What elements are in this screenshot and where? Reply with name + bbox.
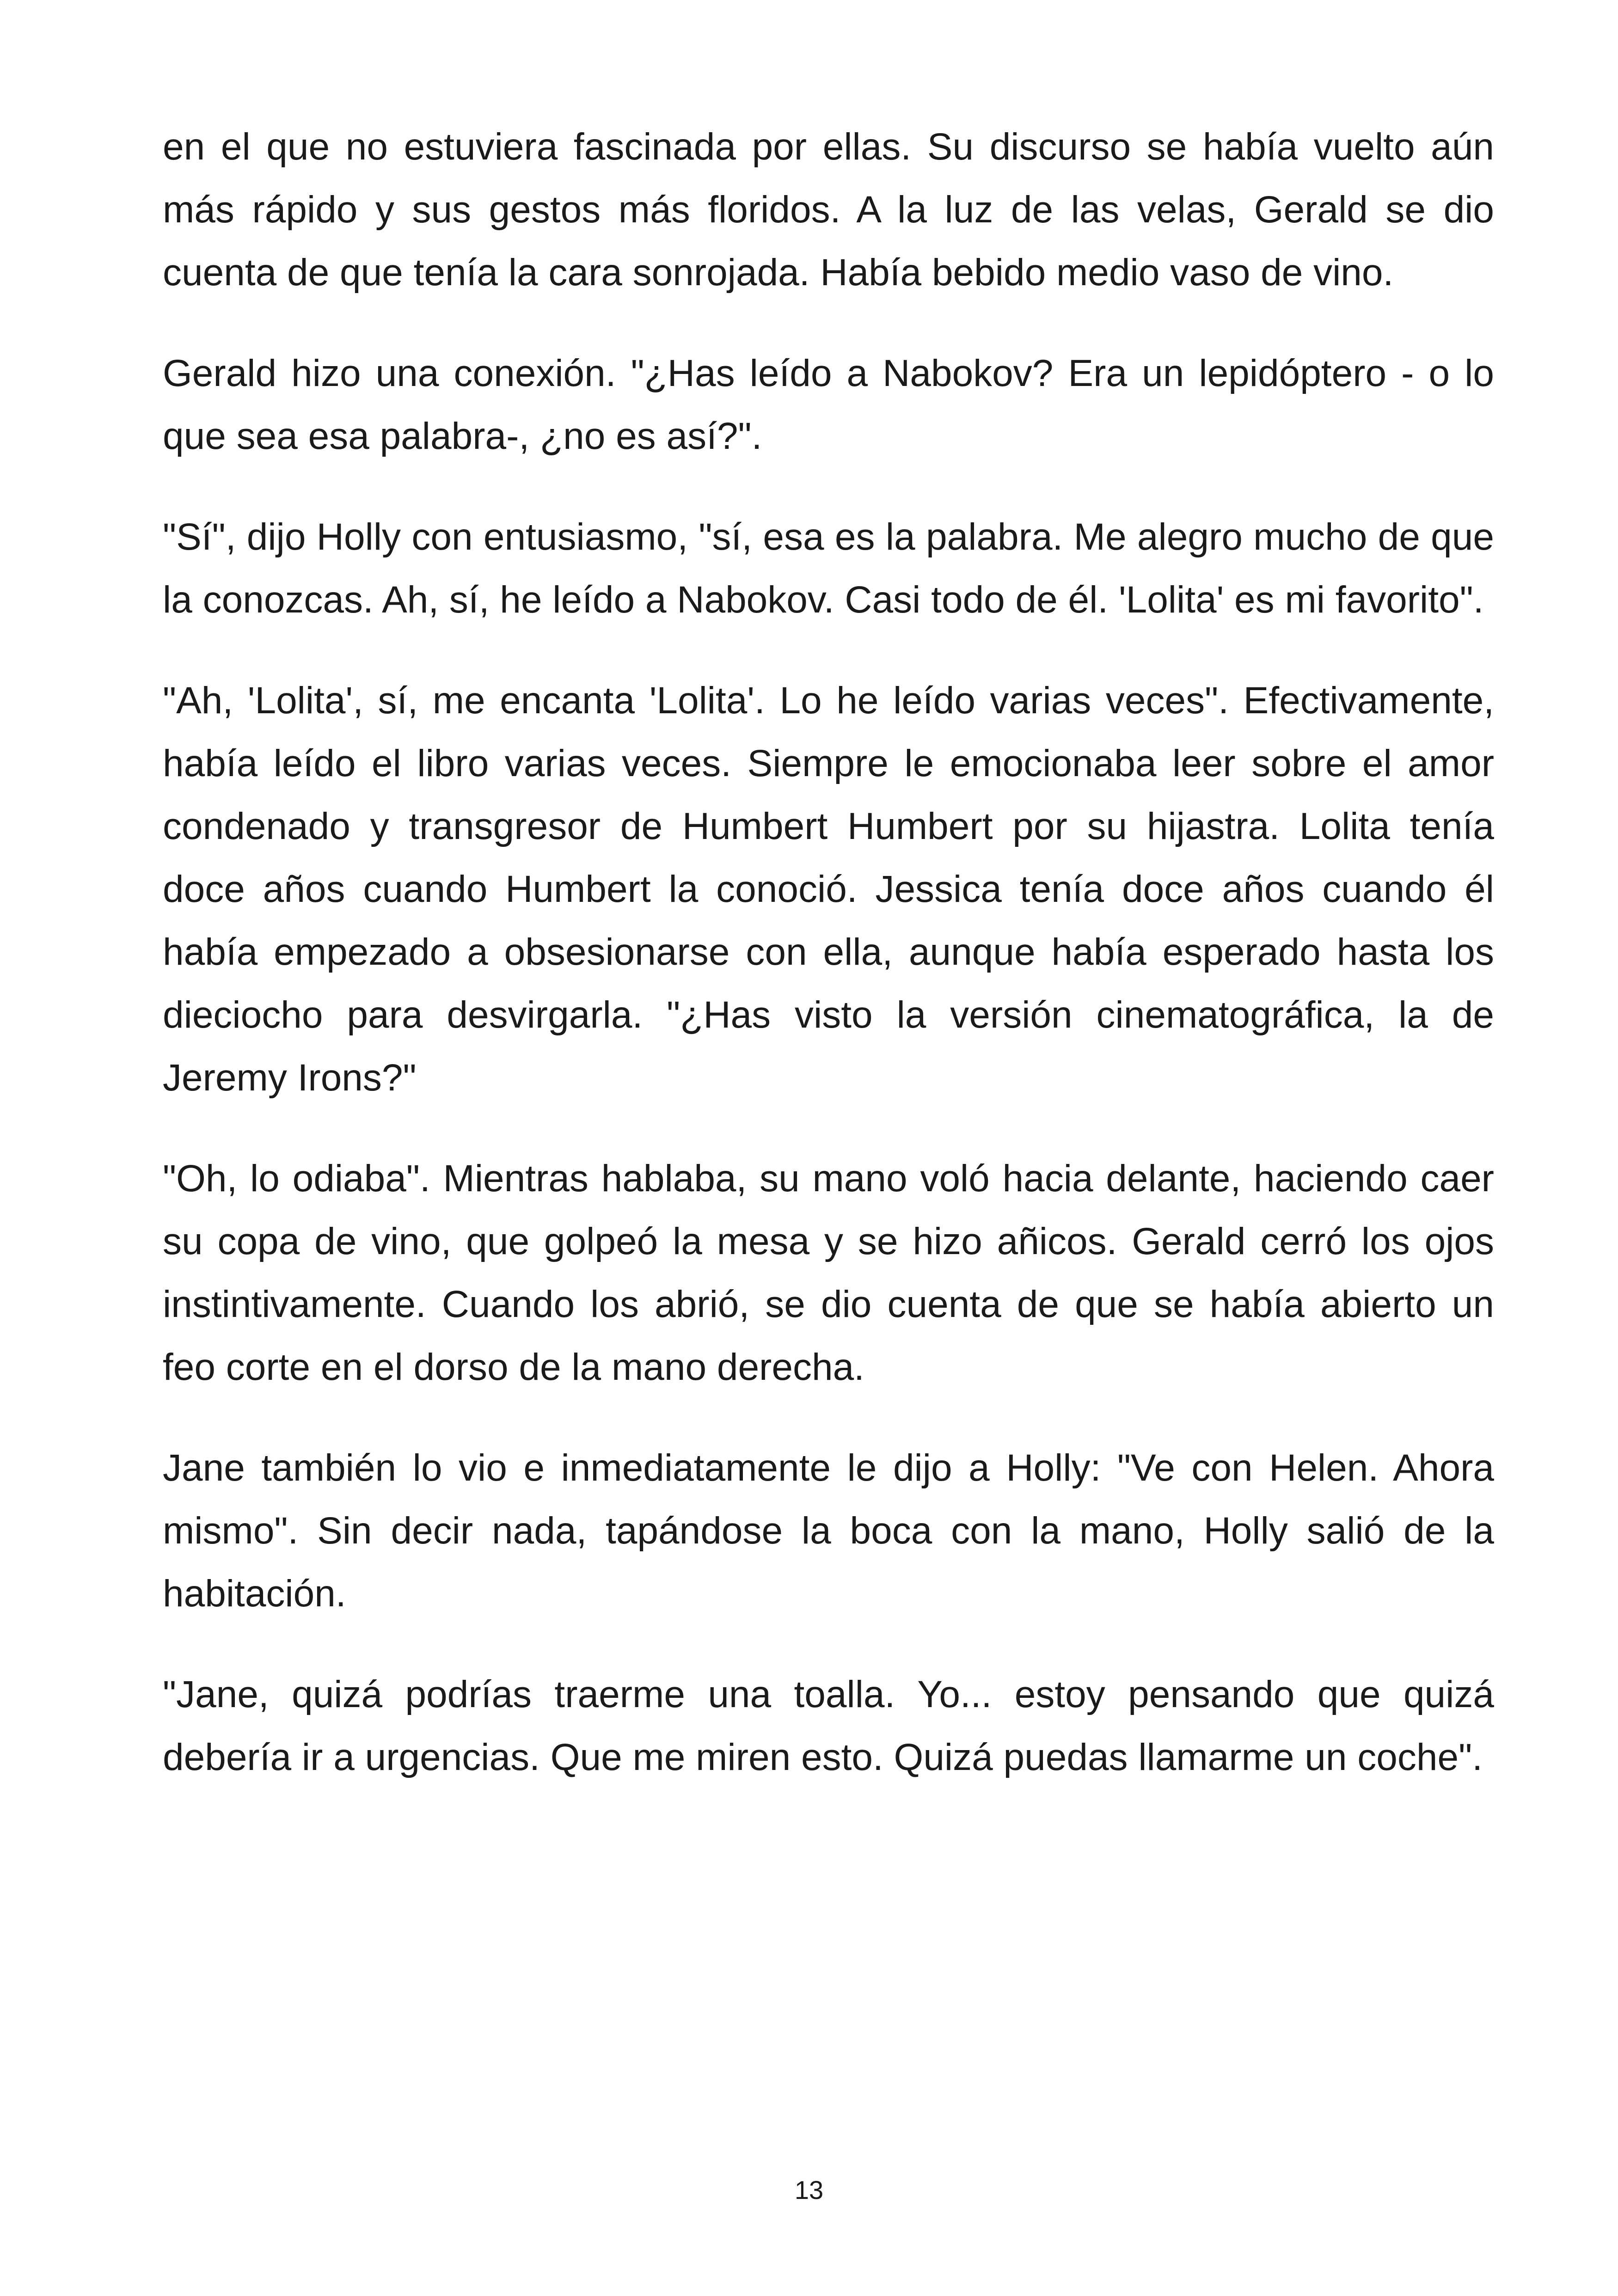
paragraph-2: Gerald hizo una conexión. "¿Has leído a Nabokov? Era un lepidóptero - o lo que sea esa palabra-, ¿no es así?". xyxy=(163,352,1494,457)
page-number: 13 xyxy=(794,2175,824,2204)
paragraph-1: en el que no estuviera fascinada por ellas. Su discurso se había vuelto aún más rápido y sus gestos más floridos. A la luz de las velas, Gerald se dio cuenta de que tenía la cara sonrojada. Había bebido medio vaso de vino. xyxy=(163,126,1494,294)
paragraph-5: "Oh, lo odiaba". Mientras hablaba, su mano voló hacia delante, haciendo caer su copa de vino, que golpeó la mesa y se hizo añicos. Gerald cerró los ojos instintivamente. Cuando los abrió, se dio cuenta de que se había abierto un feo corte en el dorso de la mano derecha. xyxy=(163,1157,1494,1388)
body-text xyxy=(163,116,1494,1827)
paragraph-4: "Ah, 'Lolita', sí, me encanta 'Lolita'. Lo he leído varias veces". Efectivamente, había leído el libro varias veces. Siempre le emocionaba leer sobre el amor condenado y transgresor de Humbert Humbert por su hijastra. Lolita tenía doce años cuando Humbert la conoció. Jessica tenía doce años cuando él había empezado a obsesionarse con ella, aunque había esperado hasta los dieciocho para desvirgarla. "¿Has visto la versión cinematográfica, la de Jeremy Irons?" xyxy=(163,680,1494,1099)
paragraph-7: "Jane, quizá podrías traerme una toalla. Yo... estoy pensando que quizá debería ir a urgencias. Que me miren esto. Quizá puedas llamarme un coche". xyxy=(163,1673,1494,1778)
paragraph-6: Jane también lo vio e inmediatamente le dijo a Holly: "Ve con Helen. Ahora mismo". Sin decir nada, tapándose la boca con la mano, Holly salió de la habitación. xyxy=(163,1447,1494,1615)
paragraph-3: "Sí", dijo Holly con entusiasmo, "sí, esa es la palabra. Me alegro mucho de que la conozcas. Ah, sí, he leído a Nabokov. Casi todo de él. 'Lolita' es mi favorito". xyxy=(163,516,1494,621)
